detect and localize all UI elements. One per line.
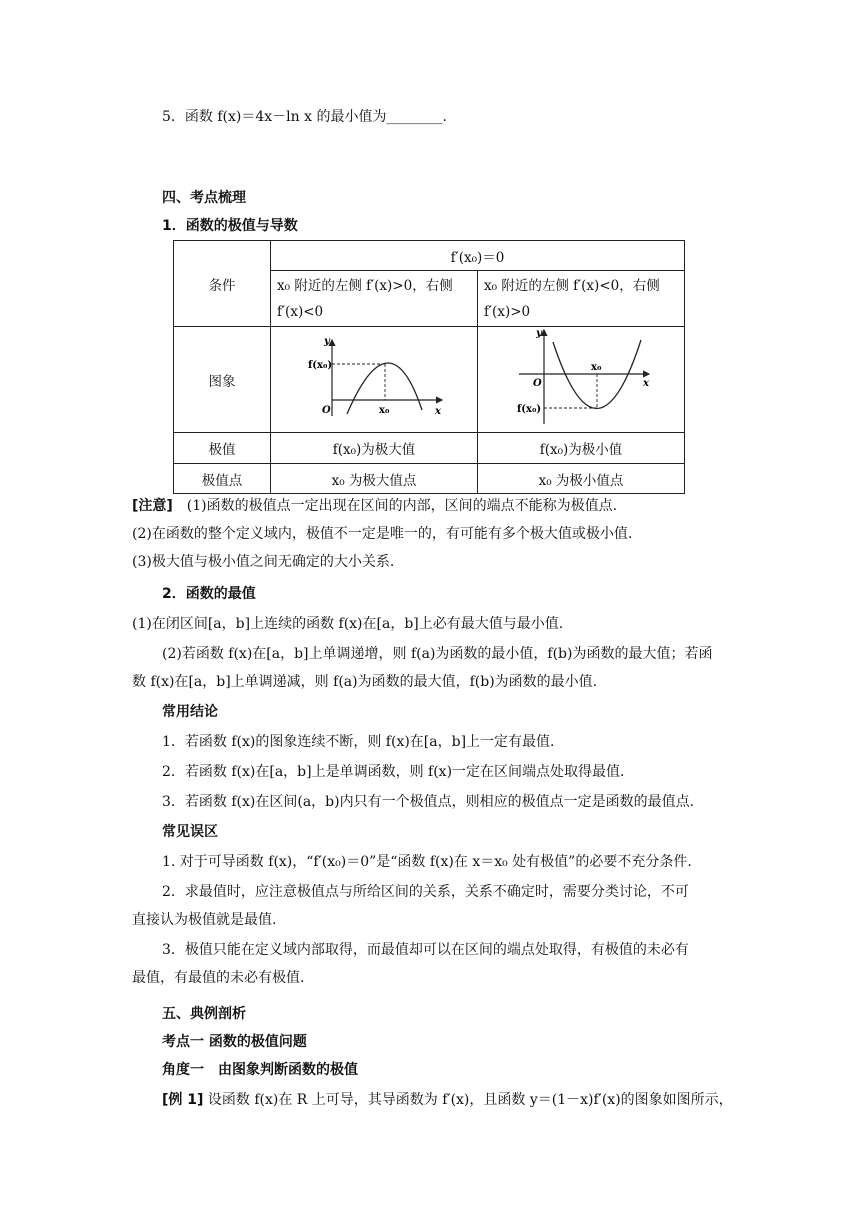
x-axis-label: x — [434, 405, 441, 417]
condition-left — [271, 271, 478, 327]
extreme-point-max: x₀ 为极大值点 — [271, 464, 478, 494]
x0-label: x₀ — [590, 361, 601, 373]
common-mistakes-title: 常见误区 — [162, 824, 218, 840]
extreme-value-table — [173, 240, 685, 494]
min-value-graph — [479, 328, 684, 428]
section-4-title: 四、考点梳理 — [162, 190, 246, 206]
origin-label: O — [321, 404, 331, 416]
kaodian-1-title: 考点一 函数的极值问题 — [162, 1034, 307, 1050]
extreme-point-label: 极值点 — [174, 464, 271, 494]
mistake-2a: 2．求最值时，应注意极值点与所给区间的关系，关系不确定时，需要分类讨论，不可 — [162, 884, 689, 900]
subsection-2-title: 2．函数的最值 — [162, 586, 256, 602]
example-1 — [162, 1090, 733, 1110]
x0-label: x₀ — [378, 404, 389, 416]
note-label: [注意] — [132, 498, 173, 514]
fx0-label: f(x₀) — [516, 403, 541, 415]
common-3: 3．若函数 f(x)在区间(a，b)内只有一个极值点，则相应的极值点一定是函数的最值点. — [162, 794, 695, 810]
max-value-graph — [272, 328, 477, 428]
derivative-zero-header: f′(x₀)＝0 — [271, 241, 685, 271]
fx0-label: f(x₀) — [307, 359, 332, 371]
max-rule-2a: (2)若函数 f(x)在[a，b]上单调递增，则 f(a)为函数的最小值，f(b)为函数的最大值；若函 — [162, 646, 713, 662]
jiaodu-1-title: 角度一 由图象判断函数的极值 — [162, 1062, 358, 1078]
common-conclusions-title: 常用结论 — [162, 704, 218, 720]
extreme-min: f(x₀)为极小值 — [478, 433, 685, 464]
extreme-max: f(x₀)为极大值 — [271, 433, 478, 464]
mistake-3b: 最值，有最值的未必有极值. — [132, 970, 305, 986]
note-1 — [132, 496, 617, 516]
extreme-label: 极值 — [174, 433, 271, 464]
extreme-point-min: x₀ 为极小值点 — [478, 464, 685, 494]
common-1: 1．若函数 f(x)的图象连续不断，则 f(x)在[a，b]上一定有最值. — [162, 734, 555, 750]
note-3: (3)极大值与极小值之间无确定的大小关系. — [132, 554, 395, 570]
condition-label: 条件 — [174, 241, 271, 327]
graph-min-cell — [478, 327, 685, 433]
y-axis-label: y — [535, 327, 542, 339]
max-rule-1: (1)在闭区间[a，b]上连续的函数 f(x)在[a，b]上必有最大值与最小值. — [132, 616, 564, 632]
x-axis-label: x — [642, 377, 649, 389]
mistake-3a: 3．极值只能在定义域内部取得，而最值却可以在区间的端点处取得，有极值的未必有 — [162, 942, 689, 958]
graph-label: 图象 — [174, 327, 271, 433]
example-1-text: 设函数 f(x)在 R 上可导，其导函数为 f′(x)，且函数 y＝(1－x)f′(x)的图象如图所示， — [203, 1092, 733, 1108]
subsection-1-title: 1．函数的极值与导数 — [162, 218, 298, 234]
condition-left-line1: x₀ 附近的左侧 f′(x)>0，右侧 — [277, 278, 453, 294]
origin-label: O — [532, 377, 542, 389]
condition-right-line1: x₀ 附近的左侧 f′(x)<0，右侧 — [484, 278, 660, 294]
note-2: (2)在函数的整个定义域内，极值不一定是唯一的，有可能有多个极大值或极小值. — [132, 526, 633, 542]
condition-right — [478, 271, 685, 327]
note-1-text: (1)函数的极值点一定出现在区间的内部，区间的端点不能称为极值点. — [172, 498, 618, 514]
mistake-1: 1. 对于可导函数 f(x)，“f′(x₀)＝0”是“函数 f(x)在 x＝x₀ 处有极值”的必要不充分条件. — [162, 854, 692, 870]
max-rule-2b: 数 f(x)在[a，b]上单调递减，则 f(a)为函数的最大值，f(b)为函数的最小值. — [132, 674, 598, 690]
mistake-2b: 直接认为极值就是最值. — [132, 912, 277, 928]
y-axis-label: y — [323, 335, 330, 347]
common-2: 2．若函数 f(x)在[a，b]上是单调函数，则 f(x)一定在区间端点处取得最值. — [162, 764, 625, 780]
example-1-label: [例 1] — [162, 1092, 204, 1108]
problem-5: 5．函数 f(x)＝4x－ln x 的最小值为________. — [162, 109, 447, 125]
condition-right-line2: f′(x)>0 — [484, 304, 531, 320]
condition-left-line2: f′(x)<0 — [277, 304, 324, 320]
graph-max-cell — [271, 327, 478, 433]
section-5-title: 五、典例剖析 — [162, 1006, 246, 1022]
